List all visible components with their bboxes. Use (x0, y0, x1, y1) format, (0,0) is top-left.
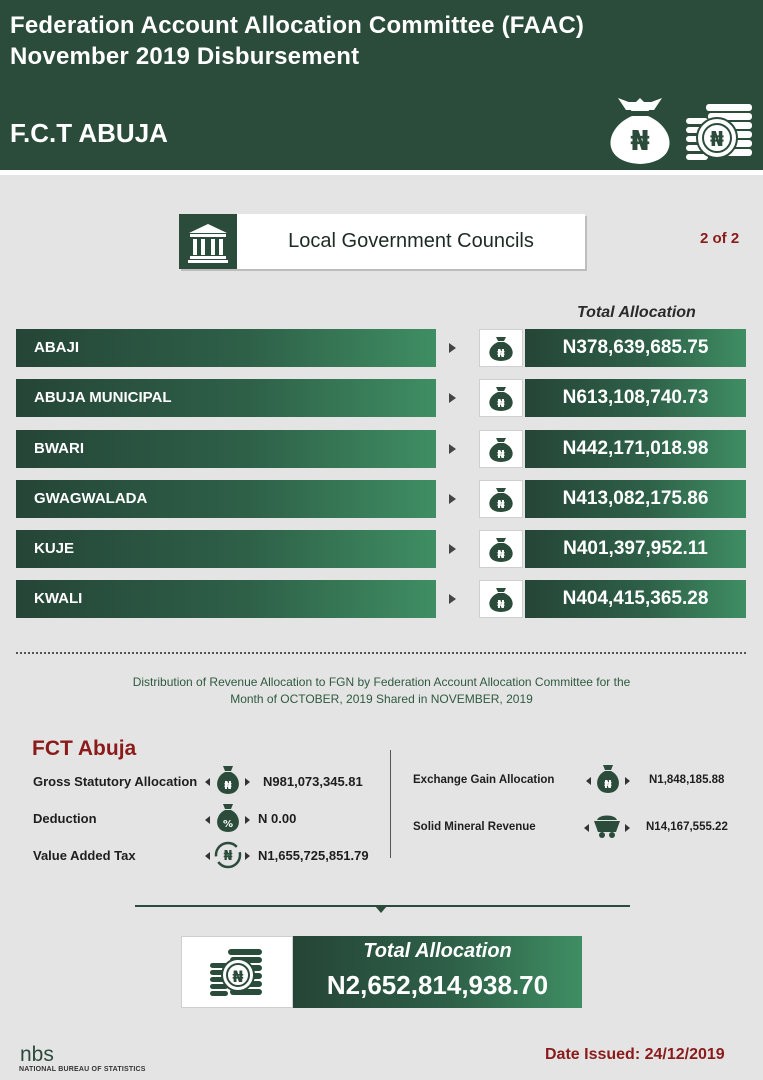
money-bag-icon (480, 581, 522, 617)
distribution-line2: Month of OCTOBER, 2019 Shared in NOVEMBER, 2019 (230, 692, 533, 706)
coin-stack-icon (684, 100, 754, 166)
bag-box (479, 329, 523, 367)
date-issued: Date Issued: 24/12/2019 (545, 1046, 725, 1063)
arrow-right-icon (625, 824, 630, 832)
money-bag-icon (596, 80, 684, 168)
total-icon-box (181, 936, 293, 1008)
mineral-value: N14,167,555.22 (646, 821, 728, 833)
mineral-label: Solid Mineral Revenue (413, 821, 536, 833)
distribution-note (90, 674, 673, 708)
state-title: F.C.T ABUJA (10, 118, 168, 148)
lgc-row (16, 430, 746, 468)
money-bag-icon (593, 762, 623, 796)
arrow-right-icon (449, 343, 456, 353)
nbs-logo-text: nbs (20, 1043, 54, 1066)
lgc-row (16, 530, 746, 568)
arrow-right-icon (245, 816, 250, 824)
total-allocation-box (181, 936, 582, 1008)
lgc-row (16, 379, 746, 417)
deduction-label: Deduction (33, 811, 97, 826)
lgc-amount: N378,639,685.75 (525, 329, 746, 367)
arrow-right-icon (449, 393, 456, 403)
lgc-name: ABUJA MUNICIPAL (16, 379, 436, 417)
lgc-heading: Local Government Councils (288, 230, 534, 252)
gross-value: N981,073,345.81 (263, 774, 363, 789)
arrow-left-icon (205, 778, 210, 786)
vat-label: Value Added Tax (33, 848, 136, 863)
column-divider (390, 750, 391, 858)
connector-arrow (375, 906, 387, 913)
arrow-right-icon (625, 777, 630, 785)
total-allocation-label: Total Allocation (363, 940, 512, 962)
svg-text:₦: ₦ (710, 127, 724, 151)
lgc-amount: N413,082,175.86 (525, 480, 746, 518)
bag-box (479, 430, 523, 468)
svg-text:₦: ₦ (497, 397, 505, 410)
dotted-divider (16, 652, 746, 654)
svg-text:₦: ₦ (497, 598, 505, 611)
svg-text:₦: ₦ (223, 849, 233, 864)
header-title-line1: Federation Account Allocation Committee (FAAC) (10, 12, 585, 39)
government-building-icon (179, 214, 237, 269)
lgc-icon-box (179, 214, 237, 269)
lgc-amount: N404,415,365.28 (525, 580, 746, 618)
lgc-heading-box (179, 214, 585, 269)
svg-text:₦: ₦ (497, 498, 505, 511)
mining-cart-icon (591, 810, 623, 840)
money-bag-icon (480, 431, 522, 467)
money-bag-icon (480, 481, 522, 517)
total-allocation-column-label: Total Allocation (577, 304, 696, 321)
arrow-right-icon (449, 544, 456, 554)
lgc-name: KWALI (16, 580, 436, 618)
header-title (10, 10, 584, 72)
header-title-line2: November 2019 Disbursement (10, 43, 360, 70)
bag-box (479, 480, 523, 518)
arrow-left-icon (205, 852, 210, 860)
money-bag-icon (213, 763, 243, 797)
lgc-row (16, 580, 746, 618)
lgc-row (16, 329, 746, 367)
svg-text:%: % (222, 819, 234, 830)
lgc-name: BWARI (16, 430, 436, 468)
total-allocation-value: N2,652,814,938.70 (326, 970, 549, 1000)
svg-text:₦: ₦ (497, 448, 505, 461)
bag-box (479, 379, 523, 417)
currency-cycle-icon (213, 840, 243, 870)
bag-box (479, 580, 523, 618)
percent-bag-icon (213, 801, 243, 835)
arrow-right-icon (245, 778, 250, 786)
lgc-name: ABAJI (16, 329, 436, 367)
page-indicator: 2 of 2 (700, 230, 740, 247)
distribution-line1: Distribution of Revenue Allocation to FGN by Federation Account Allocation Committee for the (132, 675, 631, 689)
arrow-left-icon (586, 777, 591, 785)
svg-text:₦: ₦ (497, 548, 505, 561)
summary-title: FCT Abuja (32, 737, 137, 760)
vat-value: N1,655,725,851.79 (258, 848, 369, 863)
nbs-org-name: NATIONAL BUREAU OF STATISTICS (19, 1066, 146, 1073)
arrow-right-icon (245, 852, 250, 860)
money-bag-icon (480, 531, 522, 567)
total-allocation-panel (293, 936, 582, 1008)
arrow-left-icon (584, 824, 589, 832)
coin-stack-icon (182, 937, 292, 1007)
lgc-amount: N442,171,018.98 (525, 430, 746, 468)
exchange-value: N1,848,185.88 (649, 774, 725, 786)
svg-text:₦: ₦ (232, 967, 244, 986)
header-banner (0, 0, 763, 170)
lgc-row (16, 480, 746, 518)
lgc-name: GWAGWALADA (16, 480, 436, 518)
arrow-left-icon (205, 816, 210, 824)
lgc-amount: N613,108,740.73 (525, 379, 746, 417)
arrow-right-icon (449, 494, 456, 504)
arrow-right-icon (449, 594, 456, 604)
gross-label: Gross Statutory Allocation (33, 774, 198, 789)
money-bag-icon (480, 380, 522, 416)
svg-text:₦: ₦ (630, 124, 650, 157)
lgc-name: KUJE (16, 530, 436, 568)
svg-text:₦: ₦ (224, 779, 232, 792)
arrow-right-icon (449, 444, 456, 454)
lgc-amount: N401,397,952.11 (525, 530, 746, 568)
exchange-label: Exchange Gain Allocation (413, 774, 555, 786)
nbs-logo (18, 1040, 68, 1066)
svg-text:₦: ₦ (497, 347, 505, 360)
bag-box (479, 530, 523, 568)
money-bag-icon (480, 330, 522, 366)
svg-text:₦: ₦ (604, 778, 612, 791)
deduction-value: N 0.00 (258, 811, 297, 826)
